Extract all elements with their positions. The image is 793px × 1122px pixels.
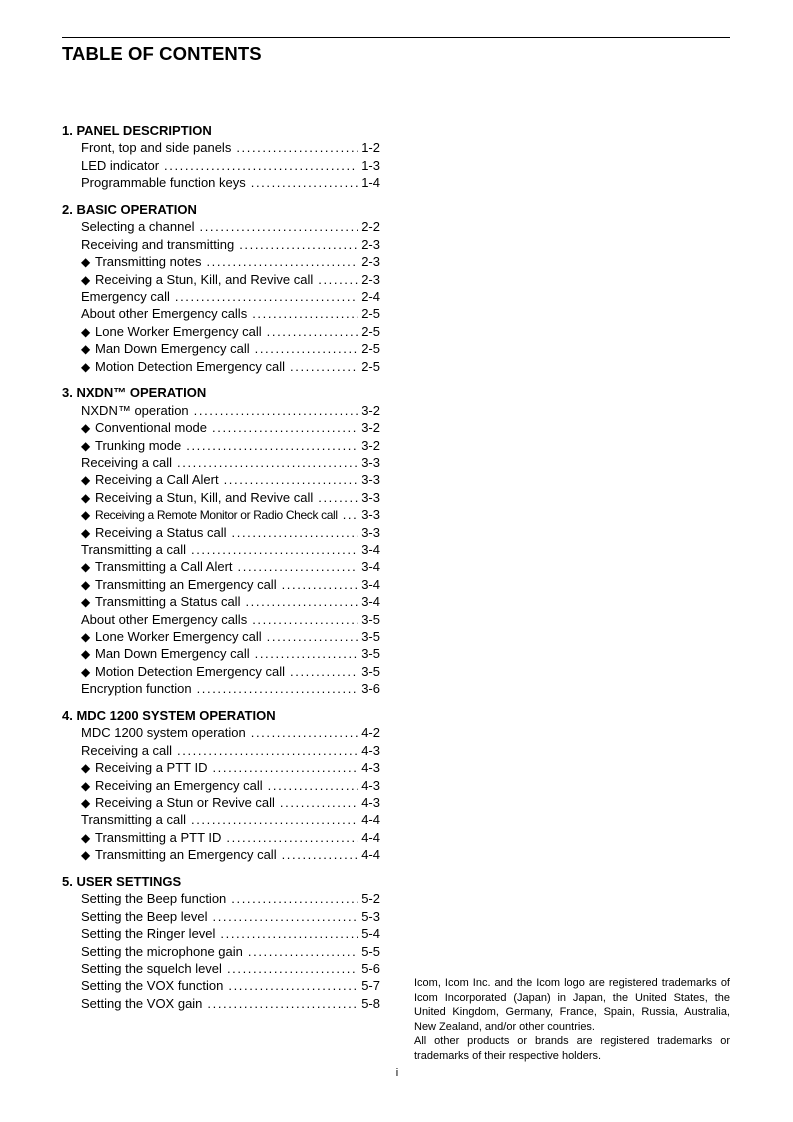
- toc-entry[interactable]: [62, 829, 380, 846]
- toc-entry[interactable]: [62, 977, 380, 994]
- entry-label: Trunking mode: [95, 437, 182, 453]
- entry-label: Receiving an Emergency call: [95, 777, 263, 793]
- dot-leader: [280, 794, 358, 811]
- toc-entry[interactable]: [62, 253, 380, 270]
- entry-page-number: 3-5: [361, 628, 380, 644]
- diamond-icon: ◆: [81, 438, 91, 453]
- dot-leader: [318, 489, 358, 506]
- dot-leader: [191, 541, 358, 558]
- entry-label: Receiving and transmitting: [81, 236, 235, 252]
- entry-label: Transmitting notes: [95, 254, 202, 270]
- entry-page-number: 3-4: [361, 541, 380, 557]
- entry-label: Receiving a Stun, Kill, and Revive call: [95, 271, 314, 287]
- entry-page-number: 3-2: [361, 402, 380, 418]
- diamond-icon: ◆: [81, 830, 91, 845]
- toc-entry[interactable]: [62, 794, 380, 811]
- entry-label: Receiving a Stun, Kill, and Revive call: [95, 489, 314, 505]
- diamond-icon: ◆: [81, 342, 91, 357]
- entry-page-number: 3-6: [361, 681, 380, 697]
- entry-label: Setting the VOX function: [81, 978, 224, 994]
- entry-page-number: 2-5: [361, 358, 380, 374]
- diamond-icon: ◆: [81, 629, 91, 644]
- dot-leader: [236, 139, 358, 156]
- entry-label: Motion Detection Emergency call: [95, 358, 286, 374]
- entry-label: Man Down Emergency call: [95, 646, 250, 662]
- toc-section: [62, 707, 380, 864]
- dot-leader: [343, 506, 359, 523]
- toc-entry[interactable]: [62, 419, 380, 436]
- top-rule: [62, 37, 730, 38]
- dot-leader: [251, 174, 358, 191]
- diamond-icon: ◆: [81, 560, 91, 575]
- toc-entry[interactable]: [62, 759, 380, 776]
- dot-leader: [231, 890, 358, 907]
- page-title: TABLE OF CONTENTS: [62, 43, 262, 64]
- toc-entry[interactable]: [62, 995, 380, 1012]
- entry-page-number: 4-4: [361, 812, 380, 828]
- entry-label: Lone Worker Emergency call: [95, 628, 262, 644]
- entry-page-number: 4-3: [361, 777, 380, 793]
- toc-entry[interactable]: [62, 402, 380, 419]
- diamond-icon: ◆: [81, 647, 91, 662]
- dot-leader: [227, 960, 358, 977]
- entry-page-number: 2-4: [361, 289, 380, 305]
- toc-entry[interactable]: [62, 890, 380, 907]
- dot-leader: [191, 811, 358, 828]
- dot-leader: [232, 524, 359, 541]
- entry-label: Transmitting a PTT ID: [95, 829, 222, 845]
- dot-leader: [255, 645, 359, 662]
- diamond-icon: ◆: [81, 795, 91, 810]
- dot-leader: [252, 305, 358, 322]
- toc-entry[interactable]: [62, 925, 380, 942]
- dot-leader: [251, 724, 358, 741]
- entry-page-number: 1-4: [361, 175, 380, 191]
- dot-leader: [290, 663, 358, 680]
- toc-entry[interactable]: [62, 288, 380, 305]
- toc-entry[interactable]: [62, 777, 380, 794]
- toc-entry[interactable]: [62, 576, 380, 593]
- entry-page-number: 4-3: [361, 760, 380, 776]
- dot-leader: [164, 157, 358, 174]
- toc-entry[interactable]: [62, 680, 380, 697]
- toc-section: [62, 384, 380, 697]
- toc-entry[interactable]: [62, 305, 380, 322]
- section-heading: 2. BASIC OPERATION: [62, 202, 197, 218]
- entry-label: Emergency call: [81, 289, 170, 305]
- entry-page-number: 3-3: [361, 455, 380, 471]
- entry-label: Transmitting a Call Alert: [95, 559, 233, 575]
- entry-label: Setting the squelch level: [81, 960, 222, 976]
- dot-leader: [248, 943, 358, 960]
- entry-page-number: 5-7: [361, 978, 380, 994]
- dot-leader: [282, 846, 359, 863]
- entry-page-number: 3-3: [361, 507, 380, 523]
- diamond-icon: ◆: [81, 508, 91, 523]
- entry-page-number: 4-3: [361, 794, 380, 810]
- dot-leader: [282, 576, 359, 593]
- entry-label: Receiving a Stun or Revive call: [95, 794, 275, 810]
- dot-leader: [267, 323, 359, 340]
- toc-entry[interactable]: [62, 558, 380, 575]
- entry-page-number: 1-2: [361, 140, 380, 156]
- toc-entry[interactable]: [62, 811, 380, 828]
- entry-label: MDC 1200 system operation: [81, 725, 246, 741]
- dot-leader: [207, 995, 358, 1012]
- dot-leader: [318, 271, 358, 288]
- toc-entry[interactable]: [62, 645, 380, 662]
- entry-label: Transmitting an Emergency call: [95, 847, 277, 863]
- toc-entry[interactable]: [62, 139, 380, 156]
- entry-label: About other Emergency calls: [81, 611, 248, 627]
- entry-label: Receiving a Status call: [95, 524, 227, 540]
- entry-page-number: 3-4: [361, 576, 380, 592]
- dot-leader: [212, 419, 358, 436]
- entry-label: Transmitting a call: [81, 812, 186, 828]
- toc-entry[interactable]: [62, 742, 380, 759]
- entry-page-number: 3-5: [361, 646, 380, 662]
- toc-entry[interactable]: [62, 323, 380, 340]
- dot-leader: [177, 454, 358, 471]
- entry-page-number: 3-5: [361, 663, 380, 679]
- dot-leader: [197, 680, 359, 697]
- dot-leader: [239, 236, 358, 253]
- section-heading: 5. USER SETTINGS: [62, 874, 182, 890]
- entry-label: Front, top and side panels: [81, 140, 232, 156]
- entry-page-number: 2-3: [361, 236, 380, 252]
- diamond-icon: ◆: [81, 525, 91, 540]
- entry-label: Man Down Emergency call: [95, 341, 250, 357]
- toc-entry[interactable]: [62, 846, 380, 863]
- entry-label: Receiving a call: [81, 742, 173, 758]
- toc-entry[interactable]: [62, 340, 380, 357]
- entry-label: Motion Detection Emergency call: [95, 663, 286, 679]
- entry-page-number: 2-3: [361, 271, 380, 287]
- entry-label: NXDN™ operation: [81, 402, 189, 418]
- toc-entry[interactable]: [62, 358, 380, 375]
- entry-page-number: 3-3: [361, 524, 380, 540]
- toc-entry[interactable]: [62, 506, 380, 523]
- dot-leader: [224, 471, 359, 488]
- toc-section: [62, 122, 380, 192]
- diamond-icon: ◆: [81, 490, 91, 505]
- entry-page-number: 3-4: [361, 559, 380, 575]
- entry-page-number: 5-2: [361, 891, 380, 907]
- entry-label: Transmitting an Emergency call: [95, 576, 277, 592]
- entry-label: Setting the Ringer level: [81, 926, 216, 942]
- dot-leader: [206, 253, 358, 270]
- dot-leader: [228, 977, 358, 994]
- entry-page-number: 2-5: [361, 306, 380, 322]
- trademark-paragraph: Icom, Icom Inc. and the Icom logo are registered trademarks of Icom Incorporated (Japan) in Japan, the United States, the United Kingdom, Germany, France, Spain, Russia, Australia, New Zealand, and/or other countries.: [414, 977, 730, 1033]
- toc-entry[interactable]: [62, 218, 380, 235]
- toc-entry[interactable]: [62, 437, 380, 454]
- toc-entry[interactable]: [62, 471, 380, 488]
- entry-label: Setting the Beep level: [81, 908, 208, 924]
- toc-entry[interactable]: [62, 454, 380, 471]
- diamond-icon: ◆: [81, 577, 91, 592]
- entry-label: Transmitting a Status call: [95, 594, 241, 610]
- toc-entry[interactable]: [62, 524, 380, 541]
- entry-label: Receiving a Call Alert: [95, 472, 219, 488]
- dot-leader: [226, 829, 358, 846]
- entry-page-number: 5-6: [361, 960, 380, 976]
- dot-leader: [212, 908, 358, 925]
- entry-label: Setting the microphone gain: [81, 943, 243, 959]
- entry-label: About other Emergency calls: [81, 306, 248, 322]
- toc-entry[interactable]: [62, 611, 380, 628]
- dot-leader: [212, 759, 358, 776]
- diamond-icon: ◆: [81, 664, 91, 679]
- diamond-icon: ◆: [81, 421, 91, 436]
- entry-page-number: 1-3: [361, 157, 380, 173]
- entry-page-number: 3-3: [361, 489, 380, 505]
- diamond-icon: ◆: [81, 272, 91, 287]
- entry-page-number: 2-5: [361, 323, 380, 339]
- toc-entry[interactable]: [62, 628, 380, 645]
- diamond-icon: ◆: [81, 778, 91, 793]
- entry-page-number: 4-3: [361, 742, 380, 758]
- diamond-icon: ◆: [81, 255, 91, 270]
- dot-leader: [199, 218, 358, 235]
- dot-leader: [255, 340, 359, 357]
- dot-leader: [238, 558, 359, 575]
- entry-page-number: 3-3: [361, 472, 380, 488]
- dot-leader: [290, 358, 358, 375]
- entry-page-number: 5-3: [361, 908, 380, 924]
- toc-entry[interactable]: [62, 960, 380, 977]
- diamond-icon: ◆: [81, 761, 91, 776]
- diamond-icon: ◆: [81, 324, 91, 339]
- entry-page-number: 3-2: [361, 420, 380, 436]
- toc-entry[interactable]: [62, 663, 380, 680]
- dot-leader: [252, 611, 358, 628]
- entry-page-number: 2-3: [361, 254, 380, 270]
- diamond-icon: ◆: [81, 473, 91, 488]
- dot-leader: [220, 925, 358, 942]
- table-of-contents: [62, 122, 380, 1022]
- trademark-notice: [414, 976, 730, 1064]
- entry-label: Programmable function keys: [81, 175, 246, 191]
- entry-label: Conventional mode: [95, 420, 208, 436]
- section-heading: 4. MDC 1200 SYSTEM OPERATION: [62, 708, 276, 723]
- dot-leader: [177, 742, 358, 759]
- dot-leader: [186, 437, 358, 454]
- trademark-paragraph: All other products or brands are registered trademarks or trademarks of their respective holders.: [414, 1035, 730, 1062]
- diamond-icon: ◆: [81, 595, 91, 610]
- toc-entry[interactable]: [62, 541, 380, 558]
- entry-label: Setting the VOX gain: [81, 995, 203, 1011]
- toc-entry[interactable]: [62, 724, 380, 741]
- entry-page-number: 4-2: [361, 725, 380, 741]
- toc-section: [62, 201, 380, 375]
- entry-label: Encryption function: [81, 681, 192, 697]
- entry-page-number: 2-2: [361, 219, 380, 235]
- entry-label: Receiving a call: [81, 455, 173, 471]
- dot-leader: [267, 628, 359, 645]
- dot-leader: [175, 288, 358, 305]
- entry-label: Setting the Beep function: [81, 891, 227, 907]
- toc-entry[interactable]: [62, 236, 380, 253]
- toc-section: [62, 873, 380, 1012]
- dot-leader: [194, 402, 359, 419]
- toc-entry[interactable]: [62, 271, 380, 288]
- entry-label: LED indicator: [81, 157, 160, 173]
- section-heading: 1. PANEL DESCRIPTION: [62, 123, 212, 138]
- entry-label: Selecting a channel: [81, 219, 195, 235]
- entry-page-number: 5-5: [361, 943, 380, 959]
- entry-label: Transmitting a call: [81, 541, 186, 557]
- entry-page-number: 4-4: [361, 847, 380, 863]
- dot-leader: [268, 777, 359, 794]
- entry-page-number: 2-5: [361, 341, 380, 357]
- toc-entry[interactable]: [62, 908, 380, 925]
- entry-page-number: 3-2: [361, 437, 380, 453]
- toc-entry[interactable]: [62, 174, 380, 191]
- entry-label: Receiving a PTT ID: [95, 760, 208, 776]
- dot-leader: [245, 593, 358, 610]
- entry-label: Receiving a Remote Monitor or Radio Check call: [95, 508, 338, 523]
- entry-page-number: 5-8: [361, 995, 380, 1011]
- entry-page-number: 3-5: [361, 611, 380, 627]
- diamond-icon: ◆: [81, 359, 91, 374]
- entry-page-number: 5-4: [361, 926, 380, 942]
- toc-entry[interactable]: [62, 157, 380, 174]
- toc-entry[interactable]: [62, 489, 380, 506]
- entry-page-number: 3-4: [361, 594, 380, 610]
- page-number: i: [395, 1067, 399, 1079]
- toc-entry[interactable]: [62, 943, 380, 960]
- entry-page-number: 4-4: [361, 829, 380, 845]
- toc-entry[interactable]: [62, 593, 380, 610]
- section-heading: 3. NXDN™ OPERATION: [62, 385, 207, 401]
- diamond-icon: ◆: [81, 848, 91, 863]
- entry-label: Lone Worker Emergency call: [95, 323, 262, 339]
